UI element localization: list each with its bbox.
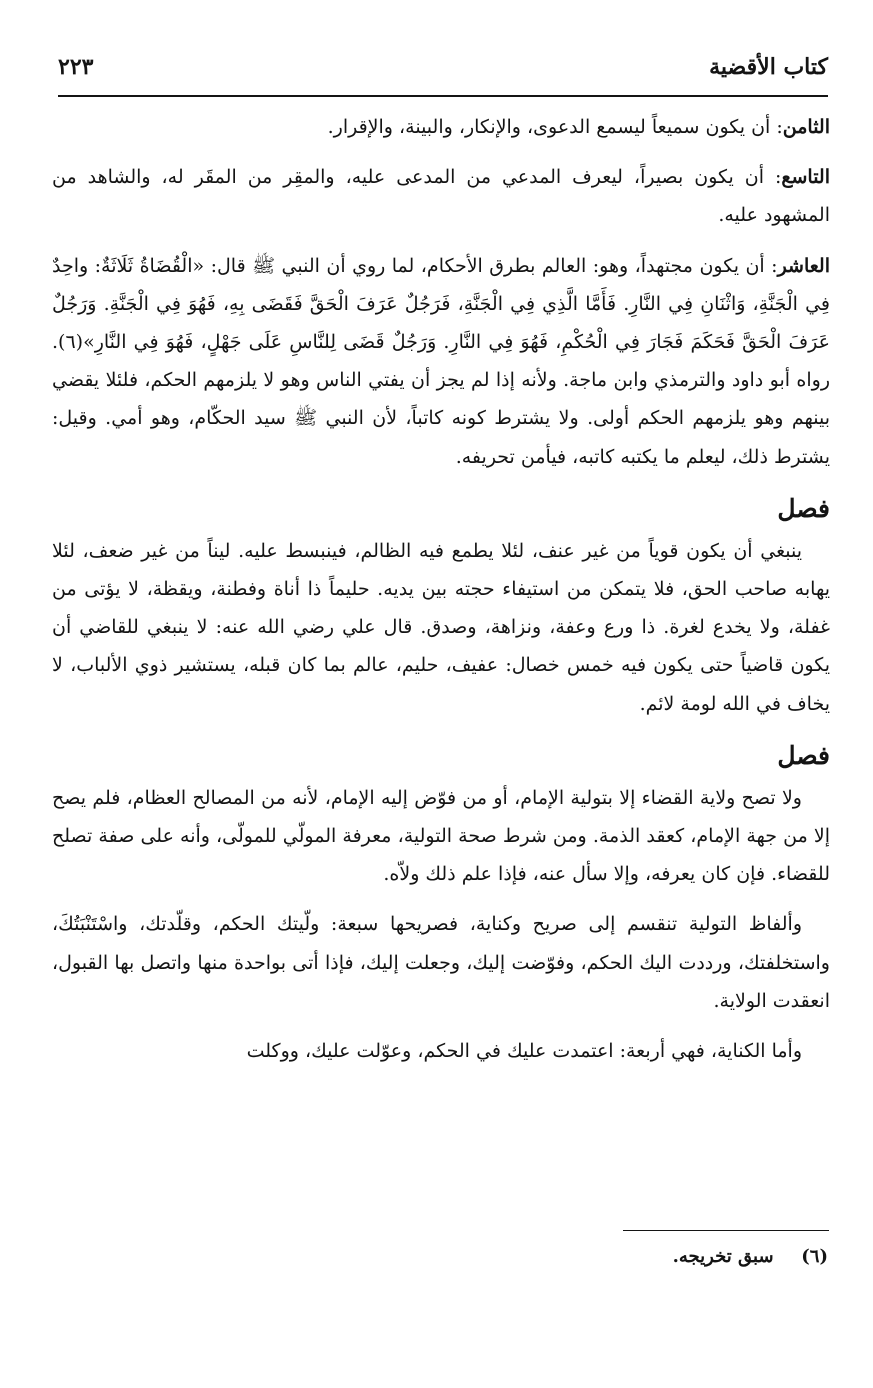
page-body [52, 108, 830, 1082]
section-paragraph: وألفاظ التولية تنقسم إلى صريح وكناية، فصريحها سبعة: ولّيتك الحكم، وقلّدتك، واسْتَنْبَتُكَ، واستخلفتك، ورددت اليك الحكم، وفوّضت إليك، وجعلت إليك، فإذا أتى بواحدة منها واتصل بها القبول، انعقدت الولاية. [52, 913, 830, 1012]
condition-label: التاسع [781, 166, 830, 189]
book-title: كتاب الأقضية [709, 54, 828, 80]
condition-label: الثامن [782, 116, 830, 138]
condition-text: : أن يكون بصيراً، ليعرف المدعي من المدعى عليه، والمقِر من المقَر له، والشاهد من المشهود عليه. [52, 166, 830, 227]
footnote-rule [623, 1230, 829, 1231]
section-heading: فصل [777, 740, 830, 770]
section-paragraph: ولا تصح ولاية القضاء إلا بتولية الإمام، أو من فوّض إليه الإمام، لأنه من المصالح العظام، فلم يصح إلا من جهة الإمام، كعقد الذمة. ومن شرط صحة التولية، معرفة المولّي للمولّى، وأنه على صفة تصلح للقضاء. فإن كان يعرفه، وإلا سأل عنه، فإذا علم ذلك ولاّه. [52, 786, 830, 886]
footnote [468, 1242, 828, 1272]
condition-eighth-paragraph [52, 108, 830, 146]
page-number: ٢٢٣ [58, 54, 94, 80]
condition-label: العاشر [777, 254, 830, 277]
condition-tenth-paragraph [52, 247, 830, 476]
section-paragraph: وأما الكناية، فهي أربعة: اعتمدت عليك في الحكم، وعوّلت عليك، ووكلت [246, 1040, 802, 1063]
footnote-number: (٦) [801, 1246, 828, 1267]
footnote-text: سبق تخريجه. [672, 1246, 774, 1267]
condition-text: : أن يكون سميعاً ليسمع الدعوى، والإنكار، والبينة، والإقرار. [327, 116, 783, 138]
section-paragraph: ينبغي أن يكون قوياً من غير عنف، لئلا يطمع فيه الظالم، فينبسط عليه. ليناً من غير ضعف، لئلا يهابه صاحب الحق، فلا يتمكن من استيفاء حجته بين يديه. حليماً ذا أناة وفطنة، ويقظة، لا يؤتى من غفلة، ولا يخدع لغرة. ذا ورع وعفة، ونزاهة، وصدق. قال علي رضي الله عنه: لا ينبغي للقاضي أن يكون قاضياً حتى يكون فيه خمس خصال: عفيف، حليم، عالم بما كان قبله، يستشير ذوي الألباب، لا يخاف في الله لومة لائم. [52, 539, 830, 715]
running-head [58, 52, 828, 82]
condition-text: : أن يكون مجتهداً، وهو: العالم بطرق الأحكام، لما روي أن النبي ﷺ قال: «الْقُضَاةُ ثَلَاثَةٌ: واحِدٌ فِي الْجَنَّةِ، وَاثْنَانِ فِي النَّارِ. فَأَمَّا الَّذِي فِي الْجَنَّةِ، فَرَجُلٌ عَرَفَ الْحَقَّ فَقَضَى بِهِ، فَهُوَ فِي الْجَنَّةِ. وَرَجُلٌ عَرَفَ الْحَقَّ فَحَكَمَ فَجَارَ فِي الْحُكْمِ، فَهُوَ فِي النَّارِ. وَرَجُلٌ قَضَى لِلنَّاسِ عَلَى جَهْلٍ، فَهُوَ فِي النَّارِ»(٦). رواه أبو داود والترمذي وابن ماجة. ولأنه إذا لم يجز أن يفتي الناس وهو لا يلزمهم الحكم، فلئلا يقضي بينهم وهو يلزمهم الحكم أولى. ولا يشترط كونه كاتباً، لأن النبي ﷺ سيد الحكّام، وهو أمي. وقيل: يشترط ذلك، ليعلم ما يكتبه كاتبه، فيأمن تحريفه. [52, 254, 830, 468]
section-heading: فصل [777, 493, 830, 523]
header-rule [58, 95, 828, 97]
condition-ninth-paragraph [52, 158, 830, 234]
